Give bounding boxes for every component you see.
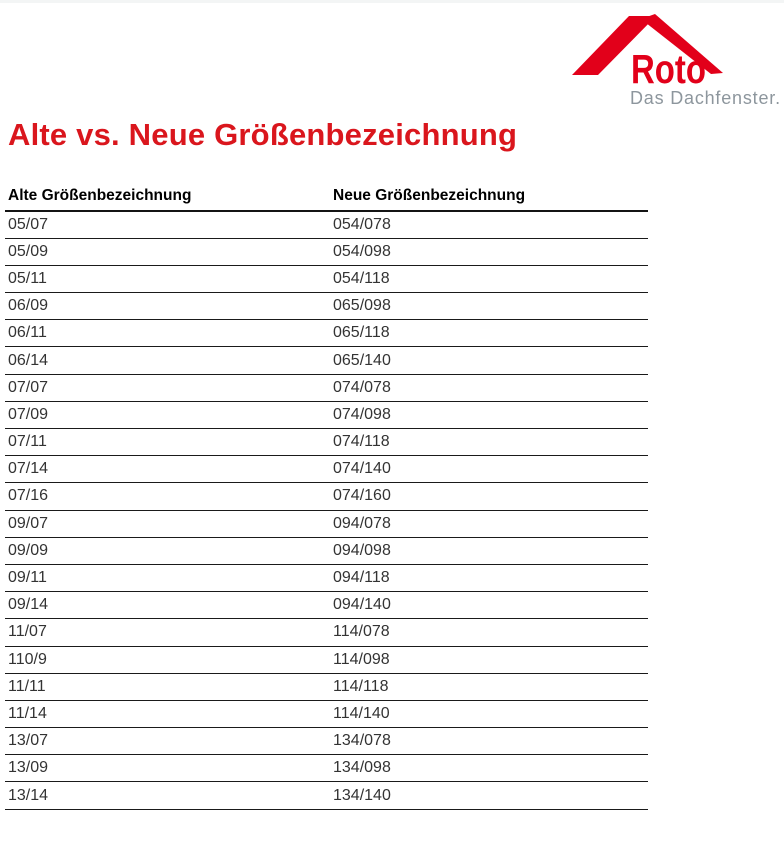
new-size-cell: 134/078	[330, 728, 648, 755]
new-size-cell: 094/078	[330, 510, 648, 537]
old-size-cell: 13/09	[5, 755, 330, 782]
table-row	[5, 755, 648, 782]
table-row	[5, 456, 648, 483]
old-size-cell: 11/11	[5, 673, 330, 700]
table-row	[5, 619, 648, 646]
size-conversion-table	[5, 186, 648, 810]
old-size-cell: 07/11	[5, 429, 330, 456]
new-size-cell: 134/098	[330, 755, 648, 782]
table-row	[5, 429, 648, 456]
table-row	[5, 646, 648, 673]
new-size-cell: 065/140	[330, 347, 648, 374]
table-row	[5, 238, 648, 265]
table-row	[5, 537, 648, 564]
table-row	[5, 401, 648, 428]
old-size-cell: 11/07	[5, 619, 330, 646]
column-header-new-size: Neue Größenbezeichnung	[330, 186, 648, 211]
new-size-cell: 114/140	[330, 700, 648, 727]
table-row	[5, 592, 648, 619]
table-row	[5, 374, 648, 401]
table-row	[5, 564, 648, 591]
new-size-cell: 114/098	[330, 646, 648, 673]
table-row	[5, 728, 648, 755]
new-size-cell: 094/140	[330, 592, 648, 619]
old-size-cell: 07/07	[5, 374, 330, 401]
old-size-cell: 06/11	[5, 320, 330, 347]
roto-logo	[565, 2, 784, 114]
logo-tagline: Das Dachfenster.	[630, 88, 781, 108]
old-size-cell: 06/14	[5, 347, 330, 374]
table-header-row	[5, 186, 648, 211]
new-size-cell: 074/118	[330, 429, 648, 456]
table-row	[5, 265, 648, 292]
table-row	[5, 211, 648, 238]
table-row	[5, 673, 648, 700]
table-row	[5, 293, 648, 320]
page-title: Alte vs. Neue Größenbezeichnung	[8, 117, 518, 152]
new-size-cell: 074/098	[330, 401, 648, 428]
logo-wordmark: Roto	[631, 46, 706, 87]
old-size-cell: 13/07	[5, 728, 330, 755]
old-size-cell: 05/11	[5, 265, 330, 292]
column-header-old-size: Alte Größenbezeichnung	[5, 186, 330, 211]
size-table-body	[5, 211, 648, 809]
new-size-cell: 074/140	[330, 456, 648, 483]
roto-roof-icon	[565, 2, 784, 87]
old-size-cell: 11/14	[5, 700, 330, 727]
new-size-cell: 054/098	[330, 238, 648, 265]
old-size-cell: 07/14	[5, 456, 330, 483]
old-size-cell: 06/09	[5, 293, 330, 320]
old-size-cell: 05/09	[5, 238, 330, 265]
new-size-cell: 114/118	[330, 673, 648, 700]
old-size-cell: 09/14	[5, 592, 330, 619]
old-size-cell: 09/09	[5, 537, 330, 564]
new-size-cell: 074/078	[330, 374, 648, 401]
new-size-cell: 134/140	[330, 782, 648, 809]
old-size-cell: 13/14	[5, 782, 330, 809]
table-row	[5, 483, 648, 510]
table-row	[5, 320, 648, 347]
table-row	[5, 782, 648, 809]
new-size-cell: 074/160	[330, 483, 648, 510]
new-size-cell: 114/078	[330, 619, 648, 646]
table-row	[5, 510, 648, 537]
old-size-cell: 09/07	[5, 510, 330, 537]
new-size-cell: 054/118	[330, 265, 648, 292]
old-size-cell: 05/07	[5, 211, 330, 238]
old-size-cell: 09/11	[5, 564, 330, 591]
new-size-cell: 054/078	[330, 211, 648, 238]
new-size-cell: 094/118	[330, 564, 648, 591]
new-size-cell: 065/098	[330, 293, 648, 320]
table-row	[5, 700, 648, 727]
new-size-cell: 065/118	[330, 320, 648, 347]
old-size-cell: 07/09	[5, 401, 330, 428]
new-size-cell: 094/098	[330, 537, 648, 564]
old-size-cell: 110/9	[5, 646, 330, 673]
table-row	[5, 347, 648, 374]
old-size-cell: 07/16	[5, 483, 330, 510]
